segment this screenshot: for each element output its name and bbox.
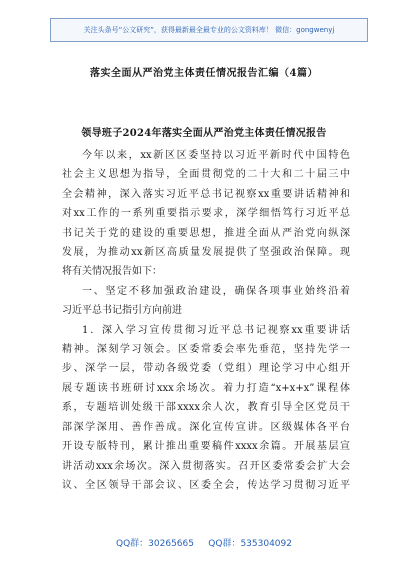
footer-qq-groups: QQ群：30265665 QQ群：535304092 — [116, 539, 292, 549]
body-line: 展专题读书班研讨xxx余场次。着力打造“x+x+x”课程体 — [62, 382, 350, 394]
body-line: 将有关情况报告如下： — [62, 266, 162, 278]
body-line: 步、深学一层，带动各级党委（党组）理论学习中心组开 — [62, 363, 350, 375]
body-line: 系，专题培训处级干部xxxx余人次，教育引导全区党员干 — [62, 402, 350, 414]
body-line: 议、全区领导干部会议、区委全会，传达学习贯彻习近平 — [62, 479, 350, 491]
body-line: 精神。深刻学习领会。区委常委会率先垂范，坚持先学一 — [62, 344, 350, 356]
body-line: 全会精神，深入落实习近平总书记视察xx重要讲话精神和 — [62, 188, 350, 200]
body-line: 讲活动xxx余场次。深入贯彻落实。召开区委常委会扩大会 — [62, 460, 350, 472]
body-line: 一、坚定不移加强政治建设，确保各项事业始终沿着 — [82, 285, 350, 297]
document-title: 落实全面从严治党主体责任情况报告汇编（4篇） — [90, 68, 318, 79]
body-line: 1．深入学习宣传贯彻习近平总书记视察xx重要讲话 — [82, 324, 350, 336]
document-body — [62, 146, 350, 495]
body-line: 今年以来，xx新区区委坚持以习近平新时代中国特色 — [82, 150, 350, 161]
promo-banner — [50, 18, 368, 42]
promo-banner-text: 关注头条号“公文研究”，获得最新最全最专业的公文资料库！ 微信：gongwenyj — [83, 26, 335, 34]
section-title: 领导班子2024年落实全面从严治党主体责任情况报告 — [81, 128, 327, 139]
body-line: 习近平总书记指引方向前进 — [62, 305, 182, 317]
body-line: 对xx工作的一系列重要指示要求，深学细悟笃行习近平总 — [62, 208, 350, 220]
body-line: 开设专版特刊，累计推出重要稿件xxxx余篇。开展基层宣 — [62, 441, 350, 453]
body-line: 部深学深用、善作善成。深化宣传宣讲。区级媒体各平台 — [62, 421, 350, 433]
body-line: 书记关于党的建设的重要思想，推进全面从严治党向纵深 — [62, 227, 350, 239]
body-line: 发展，为推动xx新区高质量发展提供了坚强政治保障。现 — [62, 247, 350, 259]
body-line: 社会主义思想为指导，全面贯彻党的二十大和二十届三中 — [62, 169, 350, 181]
